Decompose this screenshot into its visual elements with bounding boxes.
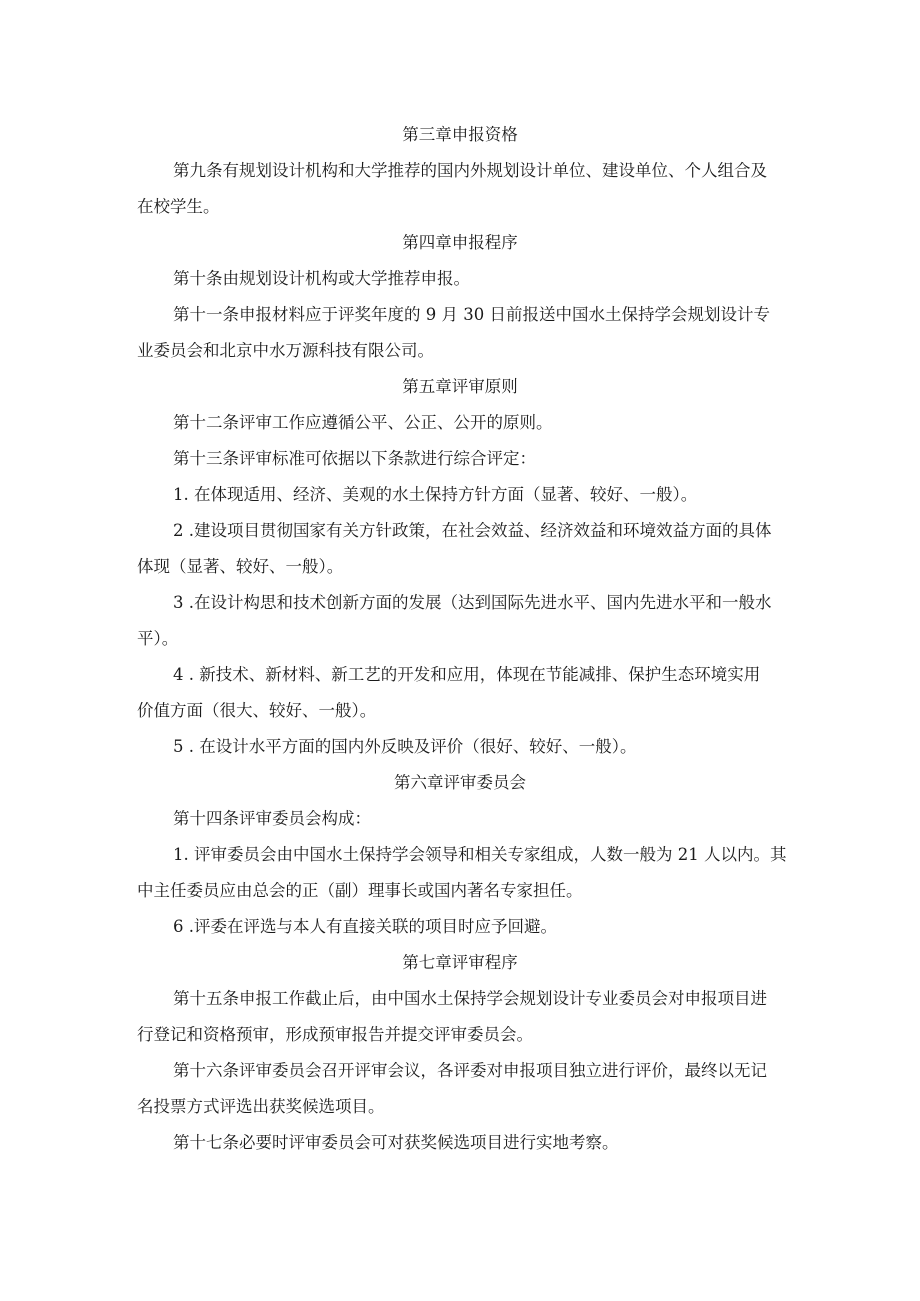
article-15-line-2: 行登记和资格预审，形成预审报告并提交评审委员会。 (137, 1025, 533, 1044)
criterion-2-line-1: 2 .建设项目贯彻国家有关方针政策，在社会效益、经济效益和环境效益方面的具体 (173, 521, 772, 540)
article-9-line-1: 第九条有规划设计机构和大学推荐的国内外规划设计单位、建设单位、个人组合及 (173, 161, 767, 180)
criterion-3-line-1: 3 .在设计构思和技术创新方面的发展（达到国际先进水平、国内先进水平和一般水 (173, 593, 772, 612)
criterion-1: 1. 在体现适用、经济、美观的水土保持方针方面（显著、较好、一般）。 (173, 485, 698, 504)
chapter-3-heading: 第三章申报资格 (402, 125, 518, 144)
article-12: 第十二条评审工作应遵循公平、公正、公开的原则。 (173, 413, 553, 432)
chapter-7-heading: 第七章评审程序 (402, 953, 518, 972)
article-13: 第十三条评审标准可依据以下条款进行综合评定： (173, 449, 536, 468)
chapter-4-heading: 第四章申报程序 (402, 233, 518, 252)
criterion-4-line-2: 价值方面（很大、较好、一般）。 (137, 701, 377, 720)
article-9-line-2: 在校学生。 (137, 197, 220, 216)
article-15-line-1: 第十五条申报工作截止后，由中国水土保持学会规划设计专业委员会对申报项目进 (173, 989, 767, 1008)
criterion-3-line-2: 平）。 (137, 629, 179, 648)
article-11-line-2: 业委员会和北京中水万源科技有限公司。 (137, 341, 434, 360)
article-11-line-1: 第十一条申报材料应于评奖年度的 9 月 30 日前报送中国水土保持学会规划设计专 (173, 305, 770, 324)
chapter-5-heading: 第五章评审原则 (402, 377, 518, 396)
article-16-line-1: 第十六条评审委员会召开评审会议，各评委对申报项目独立进行评价，最终以无记 (173, 1061, 767, 1080)
criterion-4-line-1: 4 . 新技术、新材料、新工艺的开发和应用，体现在节能减排、保护生态环境实用 (173, 665, 761, 684)
chapter-6-heading: 第六章评审委员会 (394, 773, 526, 792)
article-10: 第十条由规划设计机构或大学推荐申报。 (173, 269, 470, 288)
criterion-5: 5 . 在设计水平方面的国内外反映及评价（很好、较好、一般）。 (173, 737, 637, 756)
article-17: 第十七条必要时评审委员会可对获奖候选项目进行实地考察。 (173, 1133, 619, 1152)
article-16-line-2: 名投票方式评选出获奖候选项目。 (137, 1097, 385, 1116)
criterion-2-line-2: 体现（显著、较好、一般）。 (137, 557, 344, 576)
committee-item-6: 6 .评委在评选与本人有直接关联的项目时应予回避。 (173, 917, 557, 936)
committee-item-1-line-2: 中主任委员应由总会的正（副）理事长或国内著名专家担任。 (137, 881, 583, 900)
committee-item-1-line-1: 1. 评审委员会由中国水土保持学会领导和相关专家组成，人数一般为 21 人以内。其 (173, 845, 787, 864)
article-14: 第十四条评审委员会构成： (173, 809, 371, 828)
